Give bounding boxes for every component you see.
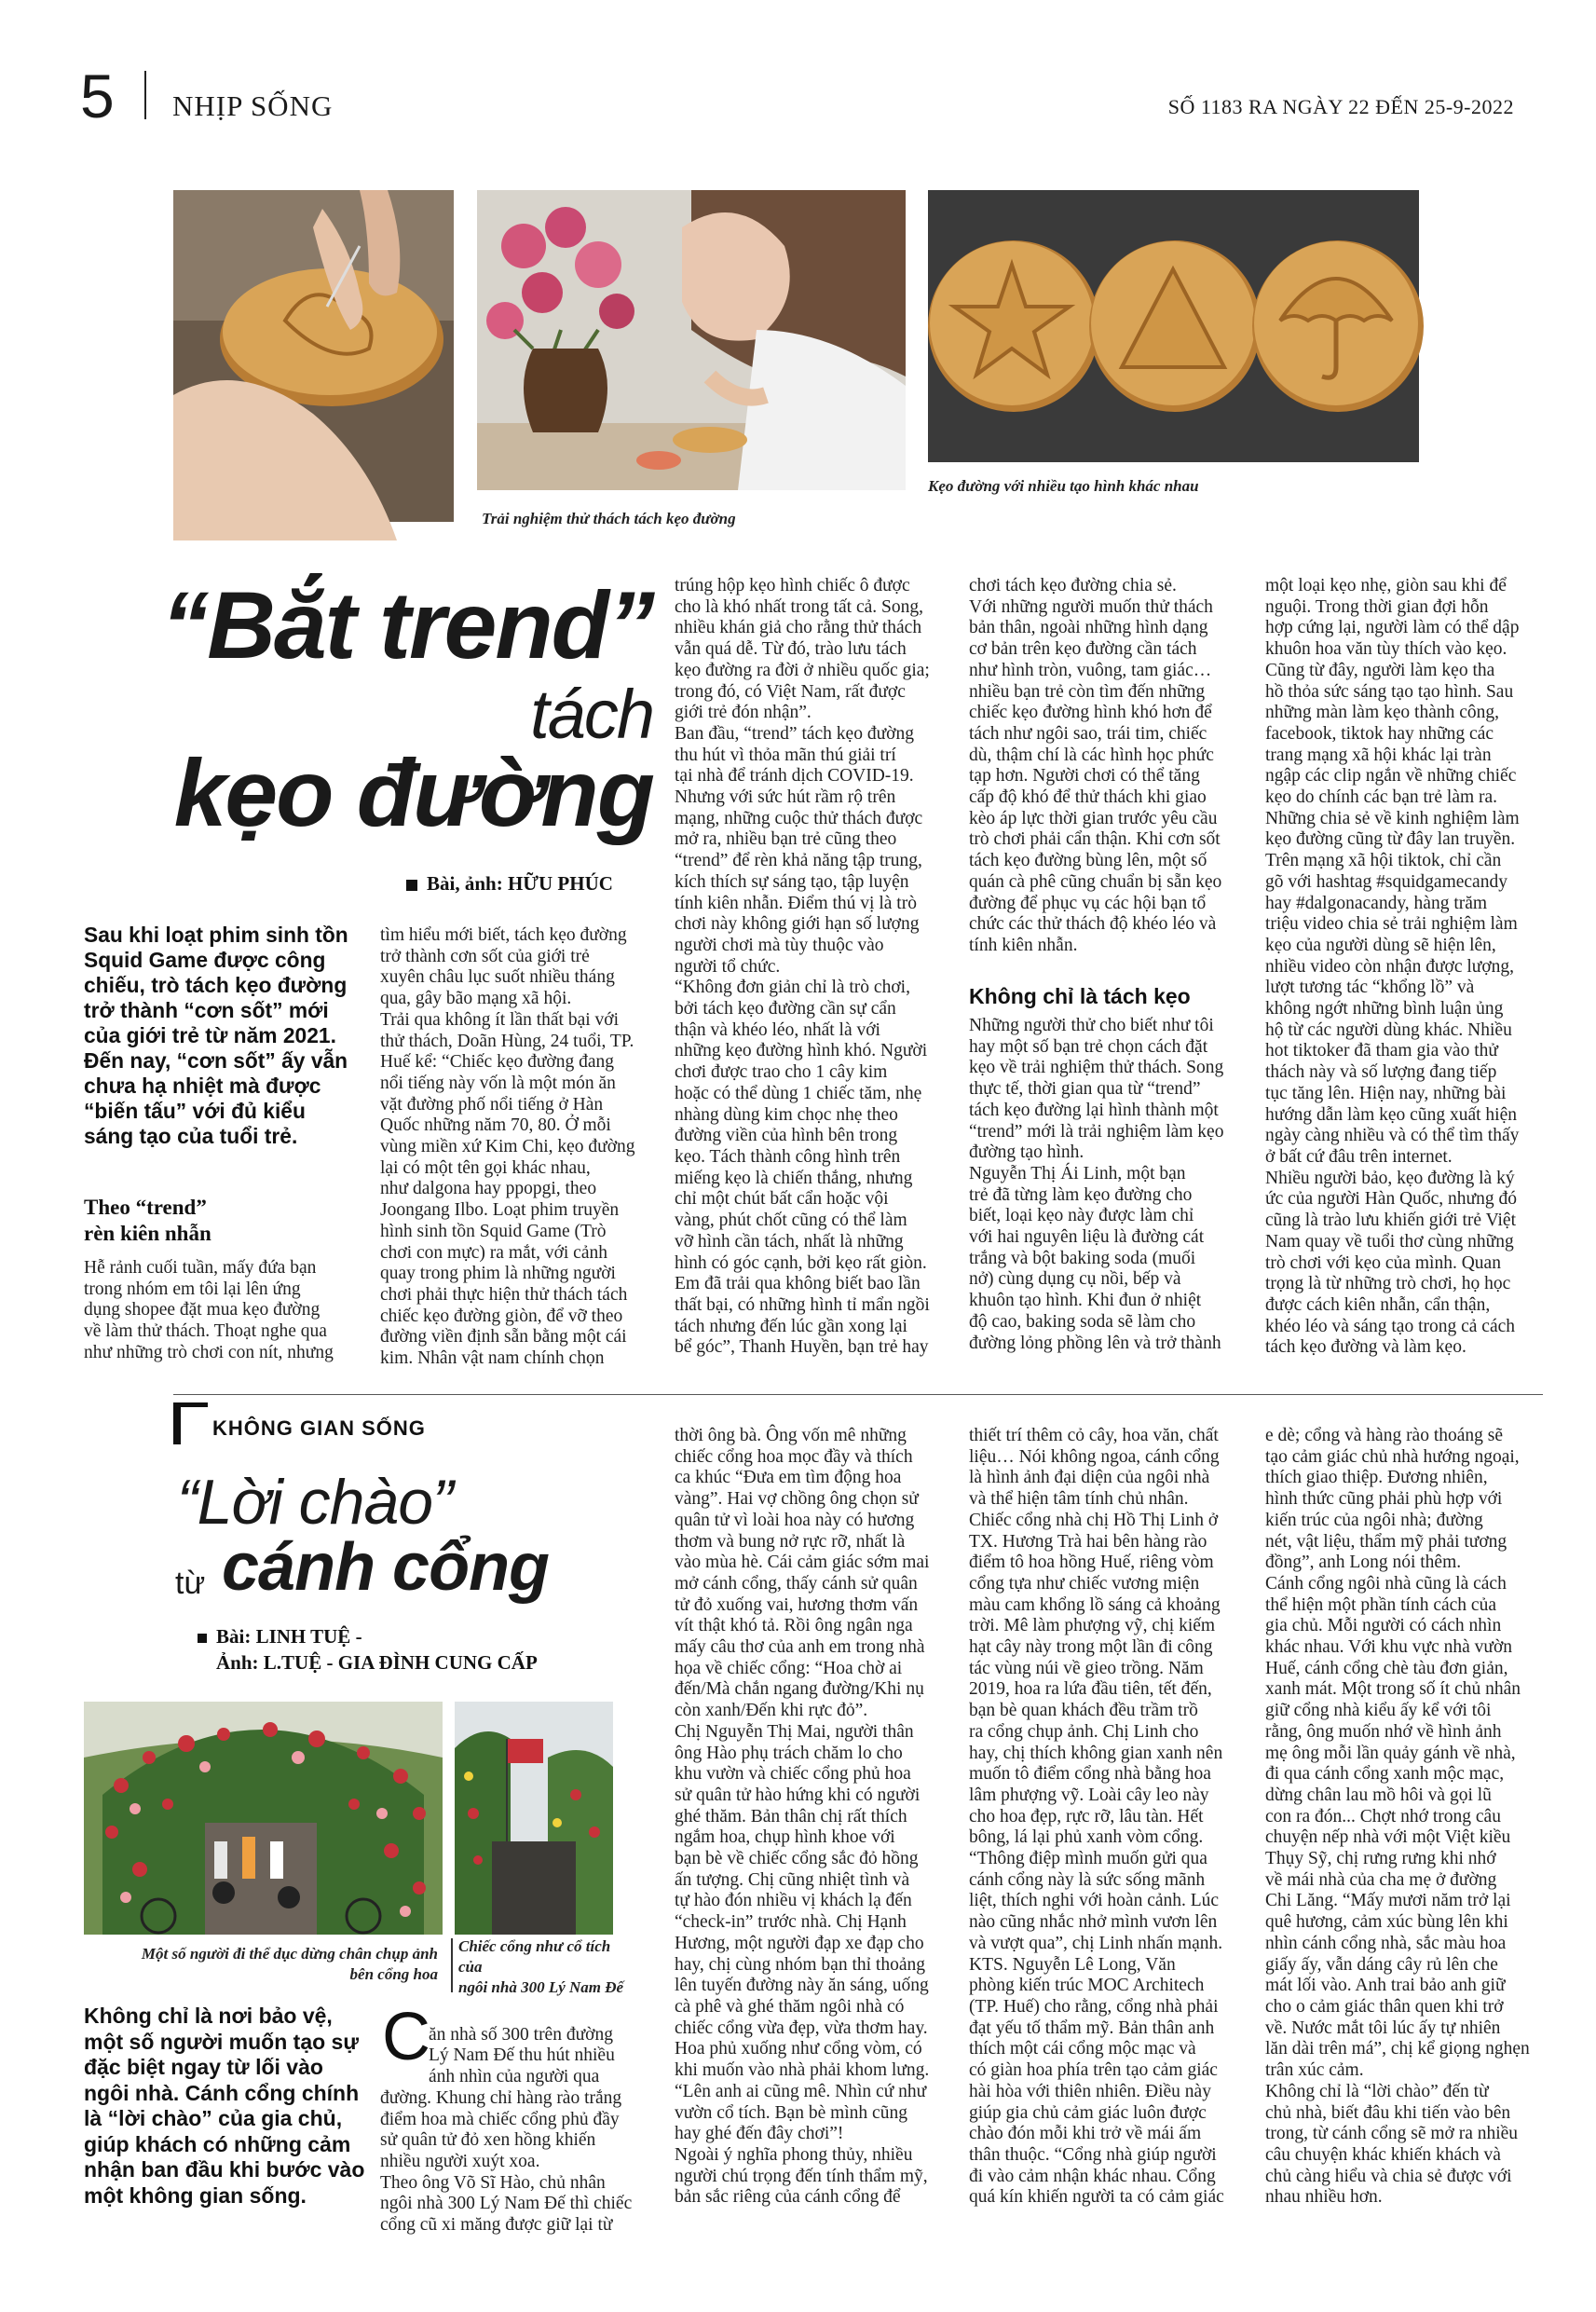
article2-photo1-caption: Một số người đi thể dục dừng chân chụp ảnh bên cổng hoa: [141, 1945, 438, 1983]
article2-col2: [380, 2000, 655, 2236]
article1-col3: trúng hộp kẹo hình chiếc ô được cho là khó nhất trong tất cả. Song, nhiều khán giả cho rằng thử thách vẫn quá dễ. Từ đó, trào lưu tách kẹo đường ra đời ở nhiều quốc gia; trong đó, có Việt Nam, rất được giới trẻ đón nhận”. Ban đầu, “trend” tách kẹo đường thu hút vì thỏa mãn thú giải trí tại nhà để tránh dịch COVID-19. Nhưng với sức hút rầm rộ trên mạng, những cuộc thử thách được mở ra, nhiều bạn trẻ cũng theo “trend” để rèn khả năng tập trung, kích thích sự sáng tạo, tập luyện tính kiên nhẫn. Điểm thú vị là trò chơi này không giới hạn số lượng người chơi mà tùy thuộc vào người tổ chức. “Không đơn giản chỉ là trò chơi, bởi tách kẹo đường cần sự cẩn thận và khéo léo, nhất là với những kẹo đường hình khó. Người chơi được trao cho 1 cây kim hoặc có thể dùng 1 chiếc tăm, nhẹ nhàng dùng kim chọc nhẹ theo đường viền của hình bên trong kẹo. Tách thành công hình trên miếng kẹo là chiến thắng, nhưng chỉ một chút bất cẩn hoặc vội vàng, phút chốt cũng có thể làm vỡ hình cần tách, nhất là những hình có góc cạnh, bởi kẹo rất giòn. Em đã trải qua không biết bao lần thất bại, có những hình tỉ mẩn ngồi tách nhưng đến lúc gần xong lại bể góc”, Thanh Huyền, bạn trẻ hay: [675, 576, 930, 1358]
article1-title-line3: kẹo đường: [173, 740, 653, 846]
article2-byline1: Bài: LINH TUỆ -: [216, 1625, 362, 1648]
article1-title-line2: tách: [530, 676, 653, 753]
article2-col4: thiết trí thêm cỏ cây, hoa văn, chất liệu… Nói không ngoa, cánh cổng là hình ảnh đại diện của ngôi nhà và thể hiện tâm tính chủ nhân. Chiếc cổng nhà chị Hồ Thị Linh ở TX. Hương Trà hai bên hàng rào điểm tô hoa hồng Huế, riêng vòm cổng tựa như chiếc vương miện màu cam khổng lồ sáng cả khoảng trời. Mê làm phượng vỹ, chị kiếm hạt cây này trong một lần đi công tác vùng núi về gieo trồng. Năm 2019, hoa ra lứa đầu tiên, tết đến, bạn bè quan khách đều trầm trồ ra cổng chụp ảnh. Chị Linh cho hay, chị thích không gian xanh nên muốn tô điểm cổng nhà bằng hoa lâm phượng vỹ. Loài cây leo này cho hoa đẹp, rực rỡ, lâu tàn. Hết bông, lá lại phủ xanh vòm cổng. “Thông điệp mình muốn gửi qua cánh cổng này là sức sống mãnh liệt, thích nghi với hoàn cảnh. Lúc nào cũng nhắc nhở mình vươn lên và vượt qua”, chị Linh nhấn mạnh. KTS. Nguyễn Lê Long, Văn phòng kiến trúc MOC Architech (TP. Huế) cho rằng, cổng nhà phải đạt yếu tố thẩm mỹ. Bản thân anh thích một cái cổng mộc mạc và có giàn hoa phía trên tạo cảm giác hài hòa với thiên nhiên. Điều này giúp gia chủ cảm giác luôn được chào đón mỗi khi trở về mái ấm thân thuộc. “Cổng nhà giúp người đi vào cảm nhận khác nhau. Cổng quá kín khiến người ta có cảm giác: [969, 1426, 1224, 2208]
article1-col2: tìm hiểu mới biết, tách kẹo đường trở thành cơn sốt của giới trẻ xuyên châu lục suốt nhiều tháng qua, gây bão mạng xã hội. Trải qua không ít lần thất bại với thử thách, Doãn Hùng, 24 tuổi, TP. Huế kể: “Chiếc kẹo đường đang nổi tiếng này vốn là một món ăn vặt đường phố nổi tiếng ở Hàn Quốc những năm 70, 80. Ở mỗi vùng miền xứ Kim Chi, kẹo đường lại có một tên gọi khác nhau, như dalgona hay ppopgi, theo Joongang Ilbo. Loạt phim truyền hình sinh tồn Squid Game (Trò chơi con mực) ra mắt, với cảnh quay trong phim là những người chơi phải thực hiện thử thách tách chiếc kẹo đường giòn, để vỡ theo đường viền định sẵn bằng một cái kim. Nhân vật nam chính chọn: [380, 925, 635, 1369]
photo-girl-candy: [477, 190, 906, 490]
article2-title-line1: “Lời chào”: [177, 1467, 453, 1538]
issue-date: SỐ 1183 RA NGÀY 22 ĐẾN 25-9-2022: [1167, 95, 1514, 118]
section-divider: [173, 1394, 1543, 1395]
photo-gate-flag: [455, 1702, 613, 1935]
article2-col5: e dè; cổng và hàng rào thoáng sẽ tạo cảm giác chủ nhà hướng ngoại, thích giao thiệp. Đương nhiên, hình thức cũng phải phù hợp với kiến trúc của ngôi nhà; đường nét, vật liệu, thẩm mỹ phải tương đồng”, anh Long nói thêm. Cánh cổng ngôi nhà cũng là cách thể hiện một phần tính cách của gia chủ. Mỗi người có cách nhìn khác nhau. Với khu vực nhà vườn Huế, cánh cổng chè tàu đơn giản, xanh mát. Một trong số ít chủ nhân giữ cổng nhà kiểu ấy kể với tôi rằng, ông muốn nhớ về hình ảnh mẹ ông mỗi lần quảy gánh về nhà, đi qua cánh cổng xanh mộc mạc, dừng chân lau mồ hôi và gọi lũ con ra đón... Chợt nhớ trong câu chuyện nếp nhà với một Việt kiều Thụy Sỹ, chị rưng rưng khi nhớ về mái nhà của cha mẹ ở đường Chi Lăng. “Mấy mươi năm trở lại quê hương, cảm xúc bùng lên khi nhìn cánh cổng nhà, sắc màu hoa giấy ấy, vẫn dáng cây rủ lên che mát lối vào. Anh trai bảo anh giữ cho o cảm giác thân quen khi trở về. Nước mắt tôi lúc ấy tự nhiên lăn dài trên má”, chị kể giọng nghẹn trân xúc cảm. Không chỉ là “lời chào” đến từ chủ nhà, biết đâu khi tiến vào bên trong, từ cánh cổng sẽ mở ra nhiều câu chuyện khác khiến khách và chủ càng hiểu và chia sẻ được với nhau nhiều hơn.: [1265, 1426, 1530, 2208]
byline-bullet: [406, 880, 417, 891]
article1-col1: Hễ rảnh cuối tuần, mấy đứa bạn trong nhóm em tôi lại lên ứng dụng shopee đặt mua kẹo đường về làm thử thách. Thoạt nghe qua như những trò chơi con nít, nhưng: [84, 1258, 334, 1362]
article2-title-small: từ: [175, 1566, 206, 1601]
caption-rule: [451, 1938, 453, 1992]
header-divider: [144, 71, 146, 119]
article1-byline: Bài, ảnh: HỮU PHÚC: [427, 872, 613, 895]
article2-lead: Không chỉ là nơi bảo vệ, một số người muốn tạo sự đặc biệt ngay từ lối vào ngôi nhà. Cánh cổng chính là “lời chào” của gia chủ, giúp khách có những cảm nhận ban đầu khi bước vào một không gian sống.: [84, 2004, 365, 2208]
dropcap: C: [382, 2000, 430, 2074]
photo3-caption: Kẹo đường với nhiều tạo hình khác nhau: [928, 477, 1199, 495]
byline2-bullet: [198, 1634, 207, 1643]
article2-title-line2: cánh cổng: [222, 1530, 550, 1605]
article1-subhead1: Theo “trend” rèn kiên nhẫn: [84, 1196, 211, 1245]
article1-col4-top: chơi tách kẹo đường chia sẻ. Với những người muốn thử thách bản thân, ngoài những hình dạng cơ bản trên kẹo đường cần tách như hình tròn, vuông, tam giác… nhiều bạn trẻ còn tìm đến những chiếc kẹo đường hình khó hơn để tách như ngôi sao, trái tim, chiếc dù, thậm chí là các hình học phức tạp hơn. Người chơi có thể tăng cấp độ khó để thử thách khi giao kèo áp lực thời gian trước yêu cầu trò chơi phải cẩn thận. Khi cơn sốt tách kẹo đường bùng lên, một số quán cà phê cũng chuẩn bị sẵn kẹo đường để phục vụ các hội bạn tổ chức các thử thách độ khéo léo và tính kiên nhẫn.: [969, 576, 1222, 955]
article1-title-line1: “Bắt trend”: [161, 572, 653, 678]
article2-col3: thời ông bà. Ông vốn mê những chiếc cổng hoa mọc đầy và thích ca khúc “Đưa em tìm động hoa vàng”. Hai vợ chồng ông chọn sử quân tử vì loài hoa này có hương thơm và bung nở rực rỡ, nhất là vào mùa hè. Cái cảm giác sớm mai mở cánh cổng, thấy cánh sử quân tử đỏ xuống vai, hương thơm vấn vít thật khó tả. Rồi ông ngân nga mấy câu thơ của anh em trong nhà họa về chiếc cổng: “Hoa chờ ai đến/Mà chắn ngang đường/Khi nụ còn xanh/Đến khi rực đỏ”. Chị Nguyễn Thị Mai, người thân ông Hào phụ trách chăm lo cho khu vườn và chiếc cổng phủ hoa sử quân tử hào hứng khi có người ghé thăm. Bản thân chị rất thích ngắm hoa, chụp hình khoe với bạn bè về chiếc cổng sắc đỏ hồng ấn tượng. Chị cũng nhiệt tình và tự hào đón nhiều vị khách lạ đến “check-in” trước nhà. Chị Hạnh Hương, một người đạp xe đạp cho hay, chị cùng nhóm bạn thỉ thoảng lên tuyến đường này ăn sáng, uống cà phê và ghé thăm ngôi nhà có chiếc cổng vừa đẹp, vừa thơm hay. Hoa phủ xuống như cổng vòm, có khi muốn vào nhà phải khom lưng. “Lên anh ai cũng mê. Nhìn cứ như vườn cổ tích. Bạn bè mình cũng hay ghé đến đây chơi”! Ngoài ý nghĩa phong thủy, nhiều người chú trọng đến tính thẩm mỹ, bản sắc riêng của cánh cổng để: [675, 1426, 930, 2208]
article1-col4-bottom: Những người thử cho biết như tôi hay một số bạn trẻ chọn cách đặt kẹo về trải nghiệm thử thách. Song thực tế, thời gian qua từ “trend” tách kẹo đường lại hình thành một “trend” mới là trải nghiệm làm kẹo đường tạo hình. Nguyễn Thị Ái Linh, một bạn trẻ đã từng làm kẹo đường cho biết, loại kẹo này được làm chỉ với hai nguyên liệu là đường cát trắng và bột baking soda (muối nở) cùng dụng cụ nồi, bếp và khuôn tạo hình. Khi đun ở nhiệt độ cao, baking soda sẽ làm cho đường lỏng phồng lên và trở thành: [969, 1016, 1224, 1353]
article1-lead: Sau khi loạt phim sinh tồn Squid Game được công chiếu, trò tách kẹo đường trở thành “cơn sốt” mới của giới trẻ từ năm 2021. Đến nay, “cơn sốt” ấy vẫn chưa hạ nhiệt mà được “biến tấu” với đủ kiểu sáng tạo của tuổi trẻ.: [84, 923, 348, 1148]
article2-byline2: Ảnh: L.TUỆ - GIA ĐÌNH CUNG CẤP: [216, 1651, 538, 1674]
section-name: NHỊP SỐNG: [172, 89, 334, 122]
article1-subhead2: Không chỉ là tách kẹo: [969, 984, 1191, 1008]
page-number: 5: [80, 62, 115, 130]
article2-photo2-caption: Chiếc cổng như cổ tích của ngôi nhà 300 Lý Nam Đế: [458, 1937, 624, 1996]
article1-col5: một loại kẹo nhẹ, giòn sau khi để nguội. Trong thời gian đợi hỗn hợp cứng lại, người làm có thể dập khuôn hoa văn tùy thích vào kẹo. Cũng từ đây, người làm kẹo tha hồ thỏa sức sáng tạo tạo hình. Sau những màn làm kẹo thành công, facebook, tiktok hay những các trang mạng xã hội khác lại tràn ngập các clip ngắn về những chiếc kẹo do chính các bạn trẻ làm ra. Những chia sẻ về kinh nghiệm làm kẹo đường cũng từ đây lan truyền. Trên mạng xã hội tiktok, chỉ cần gõ với hashtag #squidgamecandy hay #dalgonacandy, hàng trăm triệu video chia sẻ trải nghiệm làm kẹo của người dùng sẽ hiện lên, nhiều video còn nhận được lượng, lượt tương tác “khổng lồ” và không ngớt những bình luận ủng hộ từ các người dùng khác. Nhiều hot tiktoker đã tham gia vào thử thách này và số lượng đang tiếp tục tăng lên. Hiện nay, những bài hướng dẫn làm kẹo cũng xuất hiện ngày càng nhiều và có thể tìm thấy ở bất cứ đâu trên internet. Nhiều người bảo, kẹo đường là ký ức của người Hàn Quốc, nhưng đó cũng là trào lưu khiến giới trẻ Việt Nam quay về tuổi thơ cùng những trò chơi với kẹo của mình. Quan trọng là từ những trò chơi, họ học được cách kiên nhẫn, cẩn thận, khéo léo và sáng tạo trong cả cách tách kẹo đường và làm kẹo.: [1265, 576, 1520, 1358]
photo-candy-shapes: [928, 190, 1419, 462]
rubric-label: KHÔNG GIAN SỐNG: [212, 1416, 426, 1440]
photo1-caption: Trải nghiệm thử thách tách kẹo đường: [482, 510, 736, 527]
photo-flower-gate: [84, 1702, 443, 1935]
rubric-bar: [173, 1402, 181, 1444]
photo-hand-candy: [173, 190, 454, 522]
article2-col2-text: ăn nhà số 300 trên đường Lý Nam Đế thu hút nhiều ánh nhìn của người qua đường. Khung chỉ hàng rào trắng điểm hoa mà chiếc cổng phủ đầy sử quân tử đỏ xen hồng khiến nhiều người xuýt xoa. Theo ông Võ Sĩ Hào, chủ nhân ngôi nhà 300 Lý Nam Đế thì chiếc cổng cũ xi măng được giữ lại từ: [380, 2024, 633, 2236]
